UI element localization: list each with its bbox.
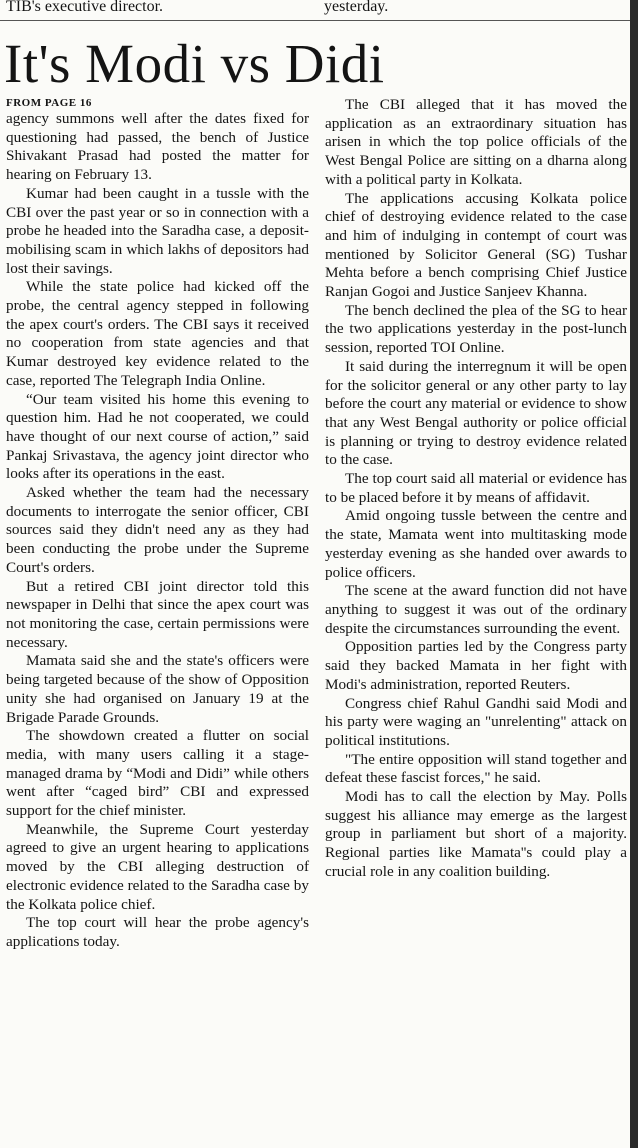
paragraph: Meanwhile, the Supreme Court yesterday agreed to give an urgent hearing to applications moved by the CBI alleging destruction of electronic evidence related to the Saradha case by the Kolkata police chief.: [6, 820, 309, 913]
paragraph: The bench declined the plea of the SG to hear the two applications yesterday in the post-lunch session, reported TOI Online.: [325, 301, 627, 357]
paragraph: The scene at the award function did not have anything to suggest it was out of the ordinary despite the circumstances surrounding the event.: [325, 582, 627, 637]
paragraph: agency summons well after the dates fixed for questioning had passed, the bench of Justice Shivakant Prasad had posted the matter for hearing on February 13.: [6, 110, 309, 184]
divider: [0, 20, 638, 21]
kicker: FROM PAGE 16: [6, 97, 92, 109]
right-column: [325, 96, 627, 882]
paragraph: Congress chief Rahul Gandhi said Modi and his party were waging an "unrelenting" attack on political institutions.: [325, 694, 627, 749]
paragraph: The showdown created a flutter on social media, with many users calling it a stage-managed drama by “Modi and Didi” while others went after “caged bird” CBI and expressed support for the chief minister.: [6, 727, 309, 820]
paragraph: Amid ongoing tussle between the centre and the state, Mamata went into multitasking mode yesterday evening as she handed over awards to police officers.: [325, 507, 627, 581]
paragraph: While the state police had kicked off the probe, the central agency stepped in following the apex court's orders. The CBI says it received no cooperation from state agencies and that Kumar destroyed key evidence related to the case, reported The Telegraph India Online.: [6, 278, 309, 389]
paragraph: The applications accusing Kolkata police chief of destroying evidence related to the case and him of indulging in contempt of court was mentioned by Solicitor General (SG) Tushar Mehta before a bench comprising Chief Justice Ranjan Gogoi and Justice Sanjeev Khanna.: [325, 189, 627, 301]
paragraph: The top court said all material or evidence has to be placed before it by means of affidavit.: [325, 470, 627, 506]
left-column: [6, 96, 309, 952]
paragraph: Kumar had been caught in a tussle with the CBI over the past year or so in connection with a probe he headed into the Saradha case, a deposit-mobilising scam in which lakhs of depositors had lost their savings.: [6, 184, 309, 277]
paragraph: "The entire opposition will stand together and defeat these fascist forces," he said.: [325, 750, 627, 787]
headline: It's Modi vs Didi: [4, 33, 385, 94]
paragraph: Modi has to call the election by May. Polls suggest his alliance may emerge as the largest group in parliament but short of a majority. Regional parties like Mamata''s could play a crucial role in any coalition building.: [325, 788, 627, 880]
paragraph: Asked whether the team had the necessary documents to interrogate the senior officer, CBI sources said they didn't need any as they had been conducting the probe under the Supreme Court's orders.: [6, 484, 309, 576]
previous-article-right-text: yesterday.: [324, 0, 389, 15]
paragraph: The CBI alleged that it has moved the application as an extraordinary situation has arisen in which the top police officials of the West Bengal Police are sitting on a dharna along with a political party in Kolkata.: [325, 96, 627, 188]
paragraph: The top court will hear the probe agency's applications today.: [6, 914, 309, 950]
paragraph: It said during the interregnum it will be open for the solicitor general or any other party to lay before the court any material or evidence to show that any West Bengal authority or police official is planning or trying to destroy evidence related to the case.: [325, 357, 627, 469]
previous-article-left-text: TIB's executive director.: [6, 0, 164, 15]
previous-article-strip: [0, 0, 638, 22]
paragraph: “Our team visited his home this evening to question him. Had he not cooperated, we could have thought of our next course of action,” said Pankaj Srivastava, the agency joint director who looks after its operations in the east.: [6, 390, 309, 483]
paragraph: Opposition parties led by the Congress party said they backed Mamata in her fight with Modi's administration, reported Reuters.: [325, 638, 627, 693]
page-edge: [630, 0, 638, 1148]
paragraph: But a retired CBI joint director told this newspaper in Delhi that since the apex court was not monitoring the case, certain permissions were necessary.: [6, 577, 309, 651]
paragraph: Mamata said she and the state's officers were being targeted because of the show of Opposition unity she had organised on January 19 at the Brigade Parade Grounds.: [6, 652, 309, 726]
